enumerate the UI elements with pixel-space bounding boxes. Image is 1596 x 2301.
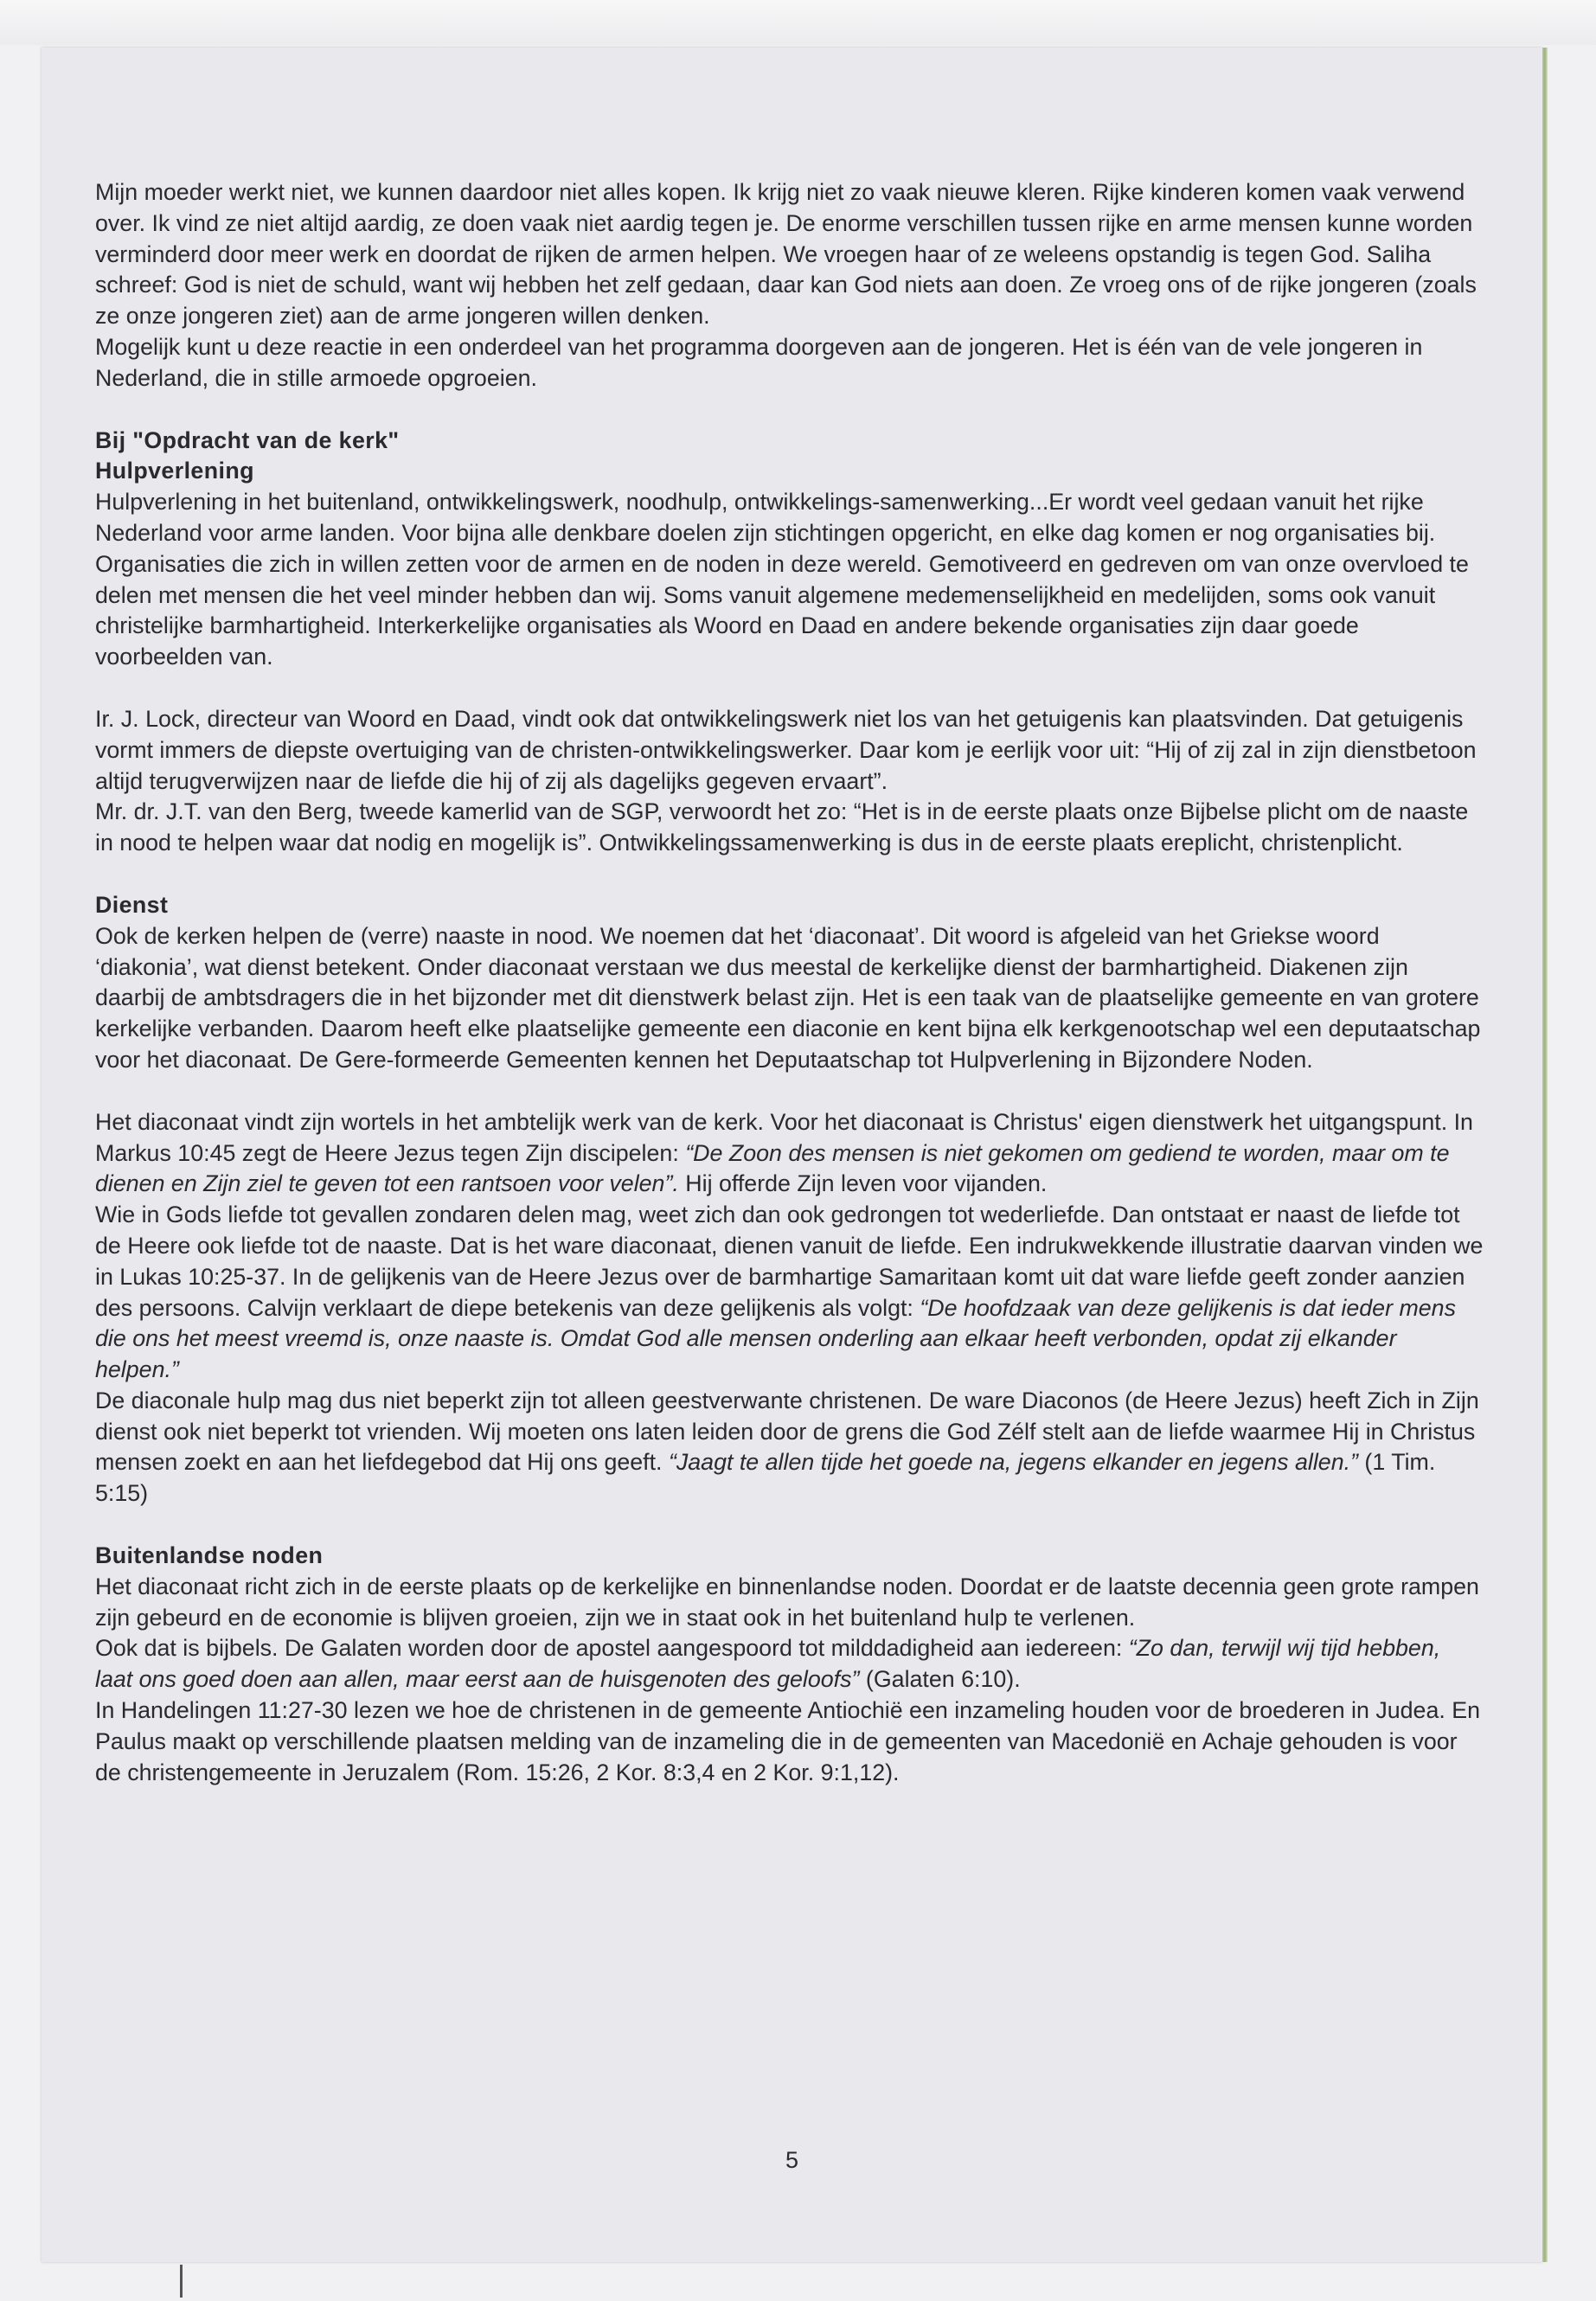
paragraph-text: Mogelijk kunt u deze reactie in een onderdeel van het programma doorgeven aan de jongeren. Het is één van de vele jongeren in Nederland, die in stille armoede opgroeien. xyxy=(95,333,1423,391)
paragraph-text: (Galaten 6:10). xyxy=(859,1666,1021,1693)
paragraph-spacer xyxy=(95,394,1484,426)
paragraph-text: In Handelingen 11:27-30 lezen we hoe de christenen in de gemeente Antiochië een inzameling houden voor de broederen in Judea. En Paulus maakt op verschillende plaatsen melding van de inzameling die in de gemeenten van Macedonië en Achaje gehouden is voor de christengemeente in Jeruzalem (Rom. 15:26, 2 Kor. 8:3,4 en 2 Kor. 9:1,12). xyxy=(95,1697,1481,1785)
page-number: 5 xyxy=(785,2147,799,2173)
body-paragraph xyxy=(95,487,1484,673)
paragraph-spacer xyxy=(95,1076,1484,1107)
page-body xyxy=(95,177,1484,1788)
body-paragraph xyxy=(95,1107,1484,1200)
section-heading: Buitenlandse noden xyxy=(95,1542,324,1569)
paragraph-spacer xyxy=(95,1509,1484,1541)
paragraph-text: Ook de kerken helpen de (verre) naaste in nood. We noemen dat het ‘diaconaat’. Dit woord is afgeleid van het Griekse woord ‘diakonia’, wat dienst betekent. Onder diaconaat verstaan we dus meestal de kerkelijke dienst der barmhartigheid. Diakenen zijn daarbij de ambtsdragers die in het bijzonder met dit dienstwerk belast zijn. Het is een taak van de plaatselijke gemeente en van grotere kerkelijke verbanden. Daarom heeft elke plaatselijke gemeente een diaconie en kent bijna elk kerkgenootschap wel een deputaatschap voor het diaconaat. De Gere-formeerde Gemeenten kennen het Deputaatschap tot Hulpverlening in Bijzondere Noden. xyxy=(95,922,1481,1073)
body-paragraph xyxy=(95,921,1484,1076)
paragraph-text: Ir. J. Lock, directeur van Woord en Daad, vindt ook dat ontwikkelingswerk niet los van het getuigenis kan plaatsvinden. Dat getuigenis vormt immers de diepste overtuiging van de christen-ontwikkelingswerker. Daar kom je eerlijk voor uit: “Hij of zij zal in zijn dienstbetoon altijd terugverwijzen naar de liefde die hij of zij als dagelijks gegeven ervaart”. xyxy=(95,705,1477,794)
quote-text: “De hoofdzaak van deze gelijkenis is dat ieder mens die ons het meest vreemd is, onze naaste is. Omdat God alle mensen onderling aan elkaar heeft verbonden, opdat zij elkander helpen.” xyxy=(95,1294,1456,1383)
body-paragraph xyxy=(95,332,1484,394)
paragraph-text: Hulpverlening in het buitenland, ontwikkelingswerk, noodhulp, ontwikkelings-samenwerking...Er wordt veel gedaan vanuit het rijke Nederland voor arme landen. Voor bijna alle denkbare doelen zijn stichtingen opgericht, en elke dag komen er nog organisaties bij. Organisaties die zich in willen zetten voor de armen en de noden in deze wereld. Gemotiveerd en gedreven om van onze overvloed te delen met mensen die het veel minder hebben dan wij. Soms vanuit algemene medemenselijkheid en medelijden, soms ook vanuit christelijke barmhartigheid. Interkerkelijke organisaties als Woord en Daad en andere bekende organisaties zijn daar goede voorbeelden van. xyxy=(95,489,1469,670)
paragraph-spacer xyxy=(95,673,1484,704)
body-paragraph xyxy=(95,797,1484,859)
paragraph-spacer xyxy=(95,859,1484,890)
paragraph-text: Hij offerde Zijn leven voor vijanden. xyxy=(678,1170,1048,1197)
paragraph-text: Mijn moeder werkt niet, we kunnen daardoor niet alles kopen. Ik krijg niet zo vaak nieuwe kleren. Rijke kinderen komen vaak verwend over. Ik vind ze niet altijd aardig, ze doen vaak niet aardig tegen je. De enorme verschillen tussen rijke en arme mensen kunne worden verminderd door meer werk en doordat de rijken de armen helpen. We vroegen haar of ze weleens opstandig is tegen God. Saliha schreef: God is niet de schuld, want wij hebben het zelf gedaan, daar kan God niets aan doen. Ze vroeg ons of de rijke jongeren (zoals ze onze jongeren ziet) aan de arme jongeren willen denken. xyxy=(95,179,1477,330)
paragraph-text: Het diaconaat vindt zijn wortels in het ambtelijk werk van de kerk. Voor het diaconaat is Christus' eigen dienstwerk het uitgangspunt. In Markus 10:45 zegt de Heere Jezus tegen Zijn discipelen: xyxy=(95,1108,1473,1166)
body-paragraph xyxy=(95,1386,1484,1509)
quote-text: “Jaagt te allen tijde het goede na, jegens elkander en jegens allen.” xyxy=(668,1449,1358,1476)
scan-border xyxy=(0,0,1596,45)
paragraph-text: Ook dat is bijbels. De Galaten worden door de apostel aangespoord tot milddadigheid aan iedereen: xyxy=(95,1635,1129,1662)
section-heading: Bij "Opdracht van de kerk" xyxy=(95,426,400,453)
section-heading: Dienst xyxy=(95,891,169,918)
paragraph-text: Wie in Gods liefde tot gevallen zondaren delen mag, weet zich dan ook gedrongen tot wederliefde. Dan ontstaat er naast de liefde tot de Heere ook liefde tot de naaste. Dat is het ware diaconaat, dienen vanuit de liefde. Een indrukwekkende illustratie daarvan vinden we in Lukas 10:25-37. In de gelijkenis van de Heere Jezus over de barmhartige Samaritaan komt uit dat ware liefde geeft zonder aanzien des persoons. Calvijn verklaart de diepe betekenis van deze gelijkenis als volgt: xyxy=(95,1202,1484,1321)
body-paragraph xyxy=(95,1200,1484,1386)
body-paragraph xyxy=(95,1633,1484,1695)
quote-text: “De Zoon des mensen is niet gekomen om gediend te worden, maar om te dienen en Zijn ziel te geven tot een rantsoen voor velen”. xyxy=(95,1139,1450,1197)
body-paragraph xyxy=(95,1572,1484,1634)
paragraph-text: (1 Tim. 5:15) xyxy=(95,1449,1436,1507)
paragraph-text: Mr. dr. J.T. van den Berg, tweede kamerlid van de SGP, verwoordt het zo: “Het is in de eerste plaats onze Bijbelse plicht om de naaste in nood te helpen waar dat nodig en mogelijk is”. Ontwikkelingssamenwerking is dus in de eerste plaats ereplicht, christenplicht. xyxy=(95,798,1469,856)
section-heading: Hulpverlening xyxy=(95,458,254,484)
paragraph-text: De diaconale hulp mag dus niet beperkt zijn tot alleen geestverwante christenen. De ware Diaconos (de Heere Jezus) heeft Zich in Zijn dienst ook niet beperkt tot vrienden. Wij moeten ons laten leiden door de grens die God Zélf stelt aan de liefde waarmee Hij in Christus mensen zoekt en aan het liefdegebod dat Hij ons geeft. xyxy=(95,1387,1479,1476)
page-edge-strip xyxy=(1542,48,1548,2262)
document-page xyxy=(42,48,1542,2262)
scan-mark xyxy=(180,2265,183,2298)
body-paragraph xyxy=(95,1695,1484,1788)
paragraph-text: Het diaconaat richt zich in de eerste plaats op de kerkelijke en binnenlandse noden. Doordat er de laatste decennia geen grote rampen zijn gebeurd en de economie is blijven groeien, zijn we in staat ook in het buitenland hulp te verlenen. xyxy=(95,1573,1479,1631)
body-paragraph xyxy=(95,704,1484,797)
body-paragraph xyxy=(95,177,1484,332)
quote-text: “Zo dan, terwijl wij tijd hebben, laat ons goed doen aan allen, maar eerst aan de huisgenoten des geloofs” xyxy=(95,1635,1441,1693)
